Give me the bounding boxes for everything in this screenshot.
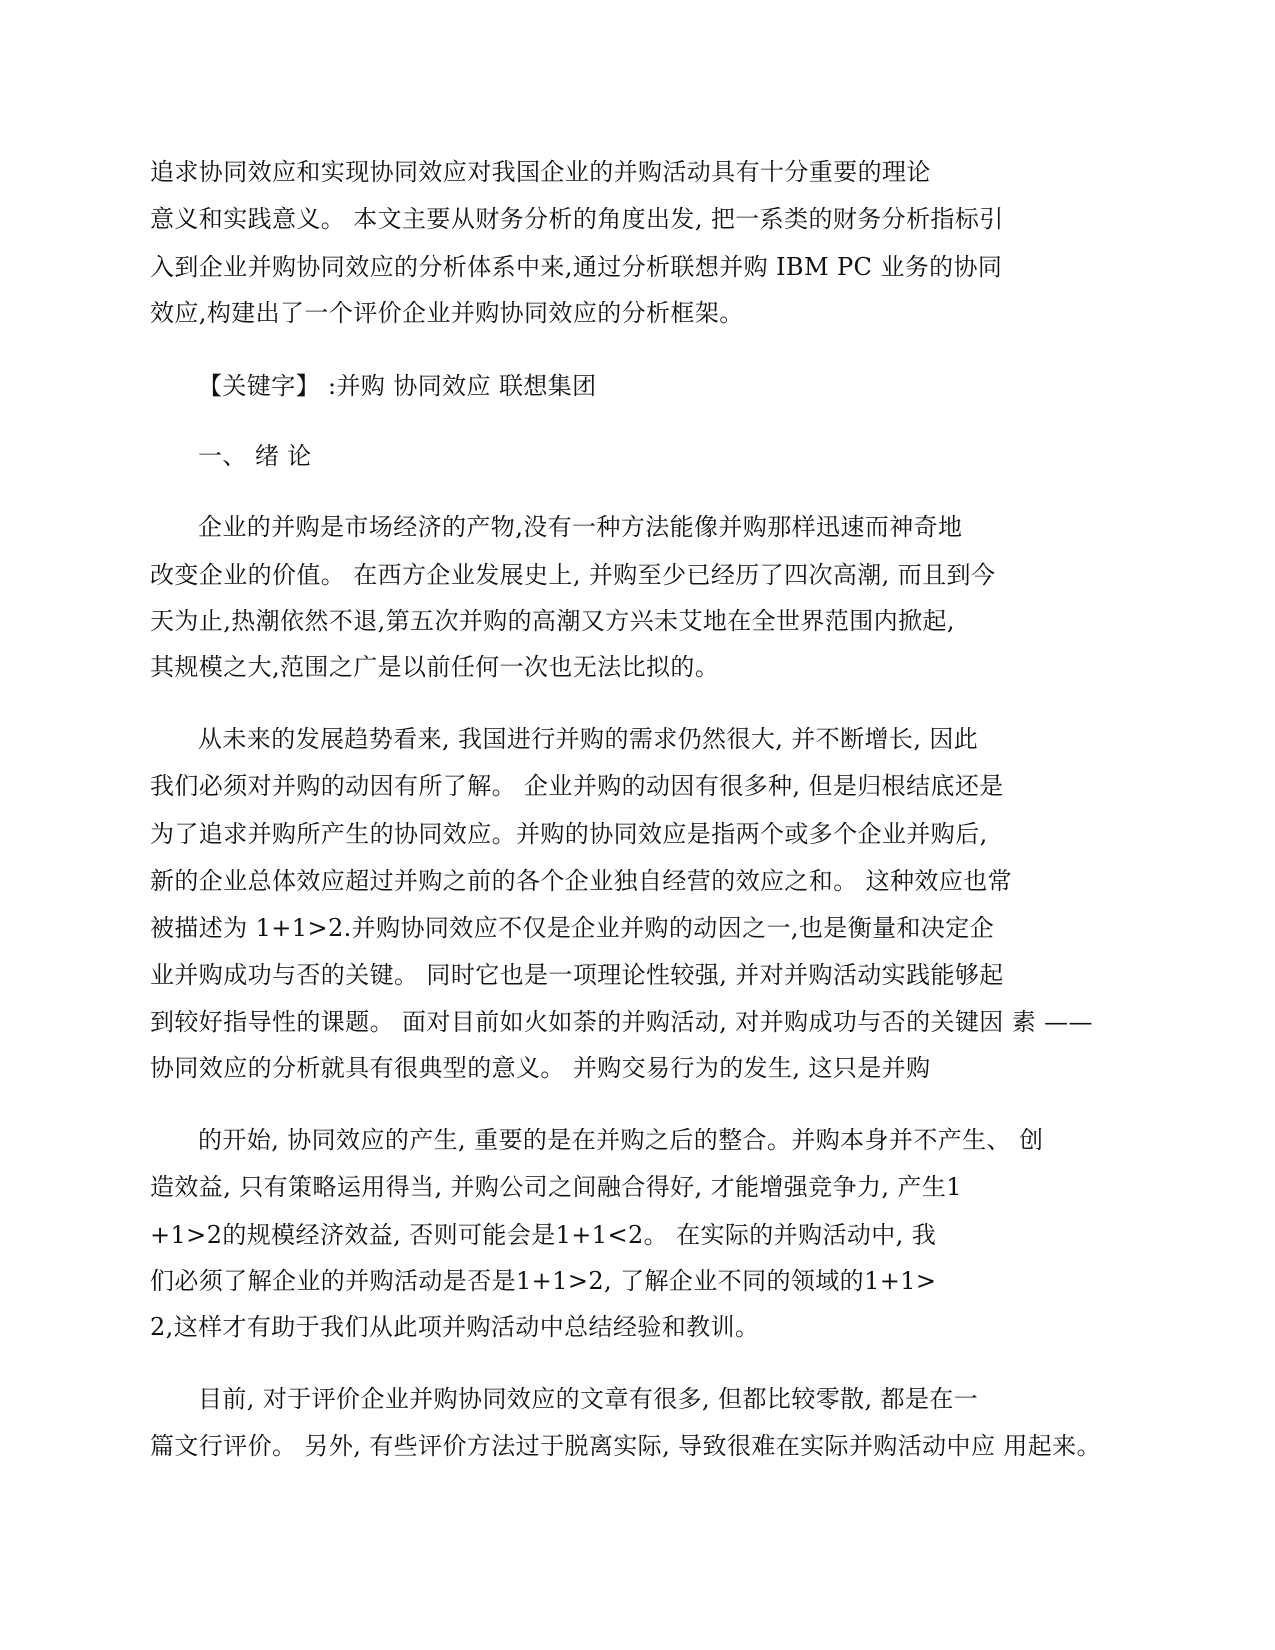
paragraph-line: 其规模之大,范围之广是以前任何一次也无法比拟的。 xyxy=(150,653,720,681)
paragraph-line: 到较好指导性的课题。 面对目前如火如荼的并购活动, 对并购成功与否的关键因 素 —— xyxy=(150,1008,1093,1036)
abstract-line: 效应,构建出了一个评价企业并购协同效应的分析框架。 xyxy=(150,299,744,327)
paragraph-line: 目前, 对于评价企业并购协同效应的文章有很多, 但都比较零散, 都是在一 xyxy=(198,1385,979,1413)
paragraph-line: 们必须了解企业的并购活动是否是1+1>2, 了解企业不同的领域的1+1> xyxy=(150,1267,937,1295)
abstract-line: 入到企业并购协同效应的分析体系中来,通过分析联想并购 IBM PC 业务的协同 xyxy=(150,253,1003,281)
paragraph-line: 从未来的发展趋势看来, 我国进行并购的需求仍然很大, 并不断增长, 因此 xyxy=(198,725,979,753)
paragraph-line: 新的企业总体效应超过并购之前的各个企业独自经营的效应之和。 这种效应也常 xyxy=(150,867,1013,895)
paragraph-line: 协同效应的分析就具有很典型的意义。 并购交易行为的发生, 这只是并购 xyxy=(150,1054,931,1082)
paragraph-line: 被描述为 1+1>2.并购协同效应不仅是企业并购的动因之一,也是衡量和决定企 xyxy=(150,914,995,942)
paragraph-line: 篇文行评价。 另外, 有些评价方法过于脱离实际, 导致很难在实际并购活动中应 用起来。 xyxy=(150,1432,1101,1460)
paragraph-line: 天为止,热潮依然不退,第五次并购的高潮又方兴未艾地在全世界范围内掀起, xyxy=(150,607,955,635)
paragraph-line: 我们必须对并购的动因有所了解。 企业并购的动因有很多种, 但是归根结底还是 xyxy=(150,772,1004,800)
paragraph-line: 业并购成功与否的关键。 同时它也是一项理论性较强, 并对并购活动实践能够起 xyxy=(150,961,1004,989)
paragraph-line: 改变企业的价值。 在西方企业发展史上, 并购至少已经历了四次高潮, 而且到今 xyxy=(150,561,996,589)
paragraph-line: 2,这样才有助于我们从此项并购活动中总结经验和教训。 xyxy=(150,1313,760,1341)
keywords-line: 【关键字】 :并购 协同效应 联想集团 xyxy=(198,372,597,400)
section-heading: 一、 绪 论 xyxy=(198,442,312,470)
paragraph-line: 为了追求并购所产生的协同效应。并购的协同效应是指两个或多个企业并购后, xyxy=(150,820,988,848)
abstract-line: 追求协同效应和实现协同效应对我国企业的并购活动具有十分重要的理论 xyxy=(150,158,931,186)
paragraph-line: 造效益, 只有策略运用得当, 并购公司之间融合得好, 才能增强竞争力, 产生1 xyxy=(150,1173,962,1201)
paragraph-line: +1>2的规模经济效益, 否则可能会是1+1<2。 在实际的并购活动中, 我 xyxy=(150,1221,937,1249)
paragraph-line: 的开始, 协同效应的产生, 重要的是在并购之后的整合。并购本身并不产生、 创 xyxy=(198,1126,1044,1154)
abstract-line: 意义和实践意义。 本文主要从财务分析的角度出发, 把一系类的财务分析指标引 xyxy=(150,205,1004,233)
paragraph-line: 企业的并购是市场经济的产物,没有一种方法能像并购那样迅速而神奇地 xyxy=(198,513,963,541)
